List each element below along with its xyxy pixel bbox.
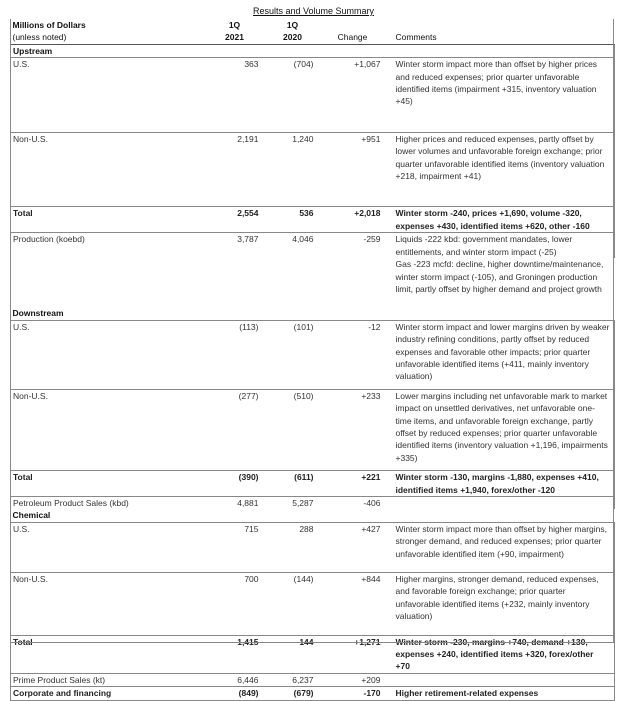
table-row — [11, 233, 615, 258]
row-label: U.S. — [11, 522, 206, 572]
row-comment: Higher prices and reduced expenses, partly offset by lower volumes and unfavorable foreign exchange; prior quarter unfavorable identified items (inventory valuation +218, impairment +41) — [384, 132, 615, 207]
header-1q2021: 1Q 2021 — [206, 19, 264, 44]
row-comment: Winter storm impact more than offset by higher prices and reduced expenses; prior quarter unfavorable identified items (impairment +315, inventory valuation +45) — [384, 58, 615, 133]
table-row — [11, 58, 615, 133]
row-change-value — [322, 258, 384, 307]
section-row — [11, 44, 615, 57]
row-1q2020-value — [264, 258, 322, 307]
table-row — [11, 132, 615, 207]
table-row — [11, 497, 615, 510]
row-change-value: +951 — [322, 132, 384, 207]
row-label — [11, 258, 206, 307]
row-label: Total — [11, 635, 206, 673]
row-1q2020-value: 144 — [264, 635, 322, 673]
table-header — [11, 19, 615, 44]
row-comment — [384, 497, 615, 510]
report-title — [0, 6, 627, 17]
row-comment: Lower margins including net unfavorable mark to market impact on unsettled derivatives, net unfavorable one-time items, and unfavorable foreign exchange, partly offset by reduced expenses; prior quarter unfavorable identified items (inventory valuation +1,196, impairments +335) — [384, 389, 615, 470]
row-1q2021-value: 363 — [206, 58, 264, 133]
row-change-value: +221 — [322, 471, 384, 497]
row-1q2021-value: (113) — [206, 320, 264, 389]
row-change-value — [322, 307, 384, 320]
row-change-value: +2,018 — [322, 207, 384, 233]
total-row — [11, 687, 615, 700]
row-1q2021-value: 4,881 — [206, 497, 264, 510]
row-1q2020-value: 288 — [264, 522, 322, 572]
row-1q2020-value — [264, 307, 322, 320]
row-1q2020-value: 5,287 — [264, 497, 322, 510]
row-1q2021-value: 2,554 — [206, 207, 264, 233]
section-row — [11, 307, 615, 320]
table-row — [11, 673, 615, 686]
row-change-value: -406 — [322, 497, 384, 510]
row-1q2021-value: 6,446 — [206, 673, 264, 686]
row-1q2020-value: (679) — [264, 687, 322, 700]
row-1q2021-value — [206, 307, 264, 320]
row-label: Upstream — [11, 44, 206, 57]
row-label: Non-U.S. — [11, 389, 206, 470]
row-1q2021-value: 700 — [206, 573, 264, 636]
row-comment: Liquids -222 kbd: government mandates, lower entitlements, and winter storm impact (-25) — [384, 233, 615, 258]
header-units-label — [11, 19, 206, 44]
row-1q2020-value — [264, 509, 322, 522]
row-comment — [384, 509, 615, 522]
row-1q2020-value: (704) — [264, 58, 322, 133]
row-change-value: -170 — [322, 687, 384, 700]
row-comment: Winter storm -130, margins -1,880, expenses +410, identified items +1,940, forex/other -120 — [384, 471, 615, 497]
table-row — [11, 389, 615, 470]
row-change-value: +844 — [322, 573, 384, 636]
row-comment — [384, 673, 615, 686]
header-comments: Comments — [384, 19, 615, 44]
row-1q2020-value: (101) — [264, 320, 322, 389]
row-comment — [384, 44, 615, 57]
row-label: Chemical — [12, 510, 51, 521]
row-1q2020-value — [264, 44, 322, 57]
row-comment: Winter storm -240, prices +1,690, volume -320, expenses +430, identified items +620, other -160 — [384, 207, 615, 233]
row-label: Petroleum Product Sales (kbd) — [11, 497, 206, 510]
header-units-line2: (unless noted) — [12, 32, 67, 43]
row-label: Non-U.S. — [11, 132, 206, 207]
row-comment: Gas -223 mcfd: decline, higher downtime/maintenance, winter storm impact (-105), and Groningen production limit, partly offset by higher demand and project growth — [395, 259, 604, 294]
row-comment: Higher margins, stronger demand, reduced expenses, and favorable foreign exchange; prior quarter unfavorable identified items (+232, mainly inventory valuation) — [384, 573, 615, 636]
row-change-value: -259 — [322, 233, 384, 258]
row-comment: Winter storm -230, margins +740, demand +130, expenses +240, identified items +320, forex/other +70 — [384, 635, 615, 673]
row-1q2021-value: (390) — [206, 471, 264, 497]
row-1q2021-value: (849) — [206, 687, 264, 700]
row-change-value: +233 — [322, 389, 384, 470]
row-1q2021-value: 1,415 — [206, 635, 264, 673]
row-change-value: +209 — [322, 673, 384, 686]
row-comment: Higher retirement-related expenses — [384, 687, 615, 700]
total-row — [11, 471, 615, 497]
row-1q2020-value: 536 — [264, 207, 322, 233]
header-1q2020: 1Q 2020 — [264, 19, 322, 44]
row-1q2020-value: 4,046 — [264, 233, 322, 258]
row-label: Total — [11, 471, 206, 497]
row-change-value: -12 — [322, 320, 384, 389]
row-1q2020-value: (510) — [264, 389, 322, 470]
row-change-value — [322, 509, 384, 522]
row-1q2020-value: 6,237 — [264, 673, 322, 686]
total-row — [11, 635, 615, 673]
table-row — [11, 522, 615, 572]
row-label: Production (koebd) — [11, 233, 206, 258]
row-1q2020-value: 1,240 — [264, 132, 322, 207]
row-1q2020-value: (144) — [264, 573, 322, 636]
section-row — [11, 509, 615, 522]
row-change-value — [322, 44, 384, 57]
table-row — [11, 320, 615, 389]
row-1q2020-value: (611) — [264, 471, 322, 497]
row-1q2021-value — [206, 258, 264, 307]
row-1q2021-value: 3,787 — [206, 233, 264, 258]
results-volume-table — [10, 19, 615, 701]
header-change: Change — [322, 19, 384, 44]
row-1q2021-value — [206, 44, 264, 57]
row-label: U.S. — [11, 320, 206, 389]
table-body — [11, 44, 615, 700]
row-label: Non-U.S. — [11, 573, 206, 636]
table-row — [11, 573, 615, 636]
row-label: Downstream — [12, 308, 64, 319]
row-label: Corporate and financing — [11, 687, 206, 700]
row-1q2021-value: (277) — [206, 389, 264, 470]
note-row — [11, 258, 615, 307]
report-title-text: Results and Volume Summary — [252, 6, 375, 16]
row-change-value: +1,271 — [322, 635, 384, 673]
row-change-value: +1,067 — [322, 58, 384, 133]
row-1q2021-value — [206, 509, 264, 522]
row-change-value: +427 — [322, 522, 384, 572]
row-1q2021-value: 715 — [206, 522, 264, 572]
row-comment — [384, 307, 615, 320]
row-label: Prime Product Sales (kt) — [11, 673, 206, 686]
row-comment: Winter storm impact and lower margins driven by weaker industry refining conditions, partly offset by reduced expenses and favorable other impacts; prior quarter unfavorable identified items (+411, mainly inventory valuation) — [384, 320, 615, 389]
row-label: U.S. — [11, 58, 206, 133]
row-label: Total — [11, 207, 206, 233]
total-row — [11, 207, 615, 233]
header-units-line1: Millions of Dollars — [12, 20, 86, 30]
row-1q2021-value: 2,191 — [206, 132, 264, 207]
row-comment: Winter storm impact more than offset by higher margins, stronger demand, and reduced expenses; prior quarter unfavorable identified item (+90, impairment) — [384, 522, 615, 572]
